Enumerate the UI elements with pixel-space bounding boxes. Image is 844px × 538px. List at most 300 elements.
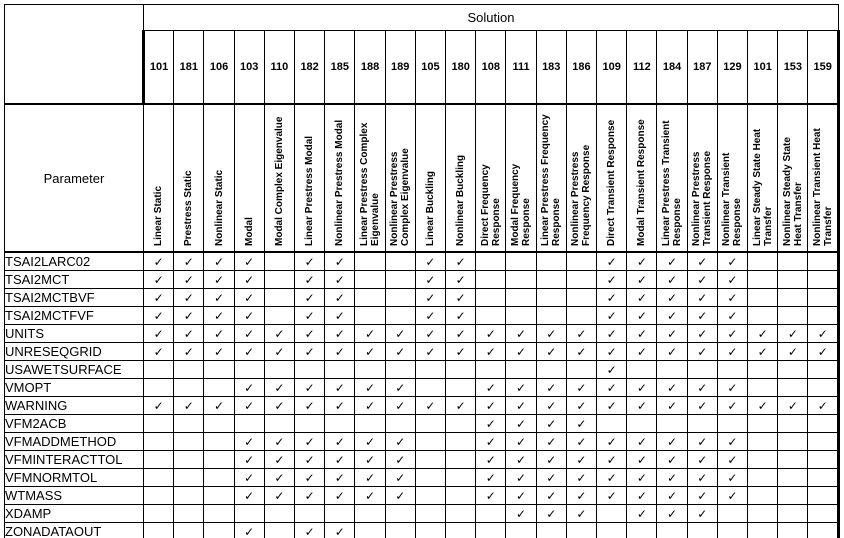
empty-cell bbox=[748, 505, 778, 523]
check-cell bbox=[657, 325, 687, 343]
empty-cell bbox=[415, 415, 445, 433]
empty-cell bbox=[808, 379, 839, 397]
checkmark-icon: ✓ bbox=[395, 488, 406, 503]
checkmark-icon: ✓ bbox=[425, 272, 436, 287]
empty-cell bbox=[204, 379, 234, 397]
empty-cell bbox=[204, 433, 234, 451]
empty-cell bbox=[144, 487, 174, 505]
check-cell bbox=[295, 523, 325, 538]
check-cell bbox=[446, 289, 476, 307]
empty-cell bbox=[295, 415, 325, 433]
checkmark-icon: ✓ bbox=[304, 452, 315, 467]
check-cell bbox=[627, 252, 657, 271]
checkmark-icon: ✓ bbox=[425, 290, 436, 305]
checkmark-icon: ✓ bbox=[395, 398, 406, 413]
empty-cell bbox=[657, 361, 687, 379]
checkmark-icon: ✓ bbox=[636, 254, 647, 269]
solution-column-header bbox=[717, 104, 747, 252]
checkmark-icon: ✓ bbox=[576, 326, 587, 341]
empty-cell bbox=[566, 271, 596, 289]
checkmark-icon: ✓ bbox=[636, 344, 647, 359]
empty-cell bbox=[204, 505, 234, 523]
check-cell bbox=[597, 289, 627, 307]
empty-cell bbox=[778, 505, 808, 523]
checkmark-icon: ✓ bbox=[183, 290, 194, 305]
checkmark-icon: ✓ bbox=[727, 452, 738, 467]
empty-cell bbox=[657, 415, 687, 433]
check-cell bbox=[415, 343, 445, 361]
check-cell bbox=[174, 397, 204, 415]
empty-cell bbox=[355, 361, 385, 379]
check-cell bbox=[687, 397, 717, 415]
check-cell bbox=[717, 307, 747, 325]
check-cell bbox=[687, 343, 717, 361]
checkmark-icon: ✓ bbox=[636, 380, 647, 395]
checkmark-icon: ✓ bbox=[274, 344, 285, 359]
checkmark-icon: ✓ bbox=[274, 398, 285, 413]
check-cell bbox=[597, 325, 627, 343]
check-cell bbox=[295, 451, 325, 469]
check-cell bbox=[295, 397, 325, 415]
solution-column-header bbox=[204, 104, 234, 252]
solution-code: 129 bbox=[717, 31, 747, 105]
check-cell bbox=[506, 325, 536, 343]
check-cell bbox=[717, 451, 747, 469]
checkmark-icon: ✓ bbox=[757, 326, 768, 341]
table-row bbox=[5, 271, 839, 289]
empty-cell bbox=[597, 505, 627, 523]
solution-column-label: Linear Prestress Modal bbox=[304, 135, 316, 246]
check-cell bbox=[717, 252, 747, 271]
checkmark-icon: ✓ bbox=[546, 452, 557, 467]
checkmark-icon: ✓ bbox=[667, 488, 678, 503]
check-cell bbox=[204, 325, 234, 343]
checkmark-icon: ✓ bbox=[304, 398, 315, 413]
checkmark-icon: ✓ bbox=[516, 488, 527, 503]
empty-cell bbox=[234, 415, 264, 433]
empty-cell bbox=[204, 469, 234, 487]
check-cell bbox=[325, 379, 355, 397]
checkmark-icon: ✓ bbox=[395, 380, 406, 395]
check-cell bbox=[476, 451, 506, 469]
check-cell bbox=[506, 487, 536, 505]
parameter-name: VFMNORMTOL bbox=[5, 469, 144, 487]
check-cell bbox=[355, 469, 385, 487]
checkmark-icon: ✓ bbox=[697, 290, 708, 305]
empty-cell bbox=[264, 289, 294, 307]
empty-cell bbox=[748, 487, 778, 505]
empty-cell bbox=[476, 289, 506, 307]
empty-cell bbox=[536, 252, 566, 271]
check-cell bbox=[506, 343, 536, 361]
check-cell bbox=[687, 451, 717, 469]
checkmark-icon: ✓ bbox=[153, 398, 164, 413]
check-cell bbox=[566, 379, 596, 397]
check-cell bbox=[627, 397, 657, 415]
empty-cell bbox=[476, 271, 506, 289]
check-cell bbox=[506, 451, 536, 469]
solution-header: Solution bbox=[144, 5, 839, 31]
check-cell bbox=[687, 433, 717, 451]
checkmark-icon: ✓ bbox=[606, 290, 617, 305]
checkmark-icon: ✓ bbox=[395, 470, 406, 485]
check-cell bbox=[476, 469, 506, 487]
checkmark-icon: ✓ bbox=[667, 452, 678, 467]
empty-cell bbox=[295, 505, 325, 523]
parameter-solution-table bbox=[4, 4, 840, 538]
check-cell bbox=[687, 289, 717, 307]
checkmark-icon: ✓ bbox=[364, 470, 376, 485]
check-cell bbox=[234, 523, 264, 538]
checkmark-icon: ✓ bbox=[425, 254, 436, 269]
empty-cell bbox=[174, 379, 204, 397]
checkmark-icon: ✓ bbox=[395, 452, 406, 467]
solution-code: 153 bbox=[778, 31, 808, 105]
parameter-name: VFMADDMETHOD bbox=[5, 433, 144, 451]
checkmark-icon: ✓ bbox=[727, 434, 738, 449]
solution-column-label: Nonlinear Prestress Modal bbox=[334, 119, 346, 246]
checkmark-icon: ✓ bbox=[274, 434, 285, 449]
check-cell bbox=[687, 307, 717, 325]
solution-column-label: Linear Prestress Complex Eigenvalue bbox=[359, 122, 382, 246]
check-cell bbox=[687, 487, 717, 505]
solution-column-label: Nonlinear Prestress Frequency Response bbox=[570, 144, 593, 246]
empty-cell bbox=[566, 361, 596, 379]
empty-cell bbox=[415, 451, 445, 469]
checkmark-icon: ✓ bbox=[455, 254, 466, 269]
check-cell bbox=[446, 252, 476, 271]
check-cell bbox=[657, 307, 687, 325]
check-cell bbox=[325, 451, 355, 469]
checkmark-icon: ✓ bbox=[727, 344, 738, 359]
check-cell bbox=[264, 451, 294, 469]
parameter-header: Parameter bbox=[5, 104, 144, 252]
empty-cell bbox=[174, 415, 204, 433]
check-cell bbox=[174, 252, 204, 271]
check-cell bbox=[566, 325, 596, 343]
empty-cell bbox=[264, 415, 294, 433]
checkmark-icon: ✓ bbox=[213, 326, 225, 341]
check-cell bbox=[446, 307, 476, 325]
checkmark-icon: ✓ bbox=[364, 398, 376, 413]
checkmark-icon: ✓ bbox=[667, 434, 678, 449]
checkmark-icon: ✓ bbox=[485, 326, 496, 341]
check-cell bbox=[325, 487, 355, 505]
empty-cell bbox=[264, 505, 294, 523]
check-cell bbox=[717, 433, 747, 451]
solution-column-header bbox=[325, 104, 355, 252]
check-cell bbox=[295, 379, 325, 397]
empty-cell bbox=[566, 523, 596, 538]
check-cell bbox=[597, 252, 627, 271]
checkmark-icon: ✓ bbox=[334, 524, 345, 538]
checkmark-icon: ✓ bbox=[546, 344, 557, 359]
check-cell bbox=[144, 325, 174, 343]
empty-cell bbox=[506, 361, 536, 379]
empty-cell bbox=[446, 469, 476, 487]
empty-cell bbox=[446, 415, 476, 433]
empty-cell bbox=[778, 361, 808, 379]
checkmark-icon: ✓ bbox=[606, 326, 617, 341]
check-cell bbox=[627, 451, 657, 469]
check-cell bbox=[264, 487, 294, 505]
check-cell bbox=[657, 433, 687, 451]
checkmark-icon: ✓ bbox=[636, 398, 647, 413]
solution-column-label: Direct Transient Response bbox=[606, 119, 618, 246]
checkmark-icon: ✓ bbox=[334, 398, 345, 413]
checkmark-icon: ✓ bbox=[304, 344, 315, 359]
check-cell bbox=[476, 325, 506, 343]
check-cell bbox=[325, 433, 355, 451]
check-cell bbox=[687, 325, 717, 343]
check-cell bbox=[657, 397, 687, 415]
check-cell bbox=[717, 469, 747, 487]
checkmark-icon: ✓ bbox=[817, 398, 828, 413]
check-cell bbox=[627, 325, 657, 343]
empty-cell bbox=[385, 307, 415, 325]
check-cell bbox=[536, 451, 566, 469]
empty-cell bbox=[264, 271, 294, 289]
checkmark-icon: ✓ bbox=[153, 344, 164, 359]
checkmark-icon: ✓ bbox=[727, 398, 738, 413]
empty-cell bbox=[446, 523, 476, 538]
checkmark-icon: ✓ bbox=[455, 326, 466, 341]
empty-cell bbox=[748, 433, 778, 451]
empty-cell bbox=[446, 361, 476, 379]
solution-column-header bbox=[295, 104, 325, 252]
check-cell bbox=[204, 252, 234, 271]
check-cell bbox=[566, 451, 596, 469]
empty-cell bbox=[808, 487, 839, 505]
empty-cell bbox=[355, 289, 385, 307]
check-cell bbox=[325, 289, 355, 307]
empty-cell bbox=[808, 469, 839, 487]
check-cell bbox=[506, 379, 536, 397]
parameter-name: VMOPT bbox=[5, 379, 144, 397]
check-cell bbox=[144, 289, 174, 307]
empty-cell bbox=[144, 433, 174, 451]
parameter-name: WTMASS bbox=[5, 487, 144, 505]
checkmark-icon: ✓ bbox=[636, 470, 647, 485]
empty-cell bbox=[415, 469, 445, 487]
checkmark-icon: ✓ bbox=[425, 308, 436, 323]
solution-column-header bbox=[687, 104, 717, 252]
checkmark-icon: ✓ bbox=[516, 452, 527, 467]
parameter-name: TSAI2LARC02 bbox=[5, 252, 144, 271]
check-cell bbox=[536, 415, 566, 433]
check-cell bbox=[144, 343, 174, 361]
checkmark-icon: ✓ bbox=[636, 506, 647, 521]
checkmark-icon: ✓ bbox=[606, 254, 617, 269]
checkmark-icon: ✓ bbox=[697, 398, 708, 413]
solution-column-label: Nonlinear Prestress Transient Response bbox=[691, 150, 714, 246]
checkmark-icon: ✓ bbox=[485, 434, 496, 449]
checkmark-icon: ✓ bbox=[667, 506, 678, 521]
checkmark-icon: ✓ bbox=[787, 344, 798, 359]
empty-cell bbox=[415, 487, 445, 505]
checkmark-icon: ✓ bbox=[244, 272, 255, 287]
check-cell bbox=[325, 325, 355, 343]
empty-cell bbox=[506, 289, 536, 307]
check-cell bbox=[355, 379, 385, 397]
checkmark-icon: ✓ bbox=[727, 470, 738, 485]
empty-cell bbox=[748, 469, 778, 487]
checkmark-icon: ✓ bbox=[395, 434, 406, 449]
empty-cell bbox=[506, 271, 536, 289]
empty-cell bbox=[174, 361, 204, 379]
checkmark-icon: ✓ bbox=[274, 326, 285, 341]
checkmark-icon: ✓ bbox=[606, 470, 617, 485]
solution-code: 103 bbox=[234, 31, 264, 105]
empty-cell bbox=[476, 307, 506, 325]
checkmark-icon: ✓ bbox=[244, 290, 255, 305]
checkmark-icon: ✓ bbox=[606, 398, 617, 413]
empty-cell bbox=[687, 523, 717, 538]
table-row bbox=[5, 325, 839, 343]
empty-cell bbox=[446, 433, 476, 451]
solution-code: 106 bbox=[204, 31, 234, 105]
checkmark-icon: ✓ bbox=[395, 326, 406, 341]
empty-cell bbox=[808, 523, 839, 538]
solution-column-label: Nonlinear Prestress Complex Eigenvalue bbox=[389, 148, 412, 246]
check-cell bbox=[717, 289, 747, 307]
empty-cell bbox=[385, 523, 415, 538]
empty-cell bbox=[748, 289, 778, 307]
check-cell bbox=[234, 379, 264, 397]
empty-cell bbox=[778, 451, 808, 469]
solution-column-label: Linear Prestress Transient Response bbox=[661, 120, 684, 246]
empty-cell bbox=[174, 433, 204, 451]
empty-cell bbox=[536, 361, 566, 379]
check-cell bbox=[778, 397, 808, 415]
check-cell bbox=[355, 487, 385, 505]
empty-cell bbox=[778, 271, 808, 289]
empty-cell bbox=[325, 505, 355, 523]
check-cell bbox=[657, 451, 687, 469]
check-cell bbox=[415, 397, 445, 415]
check-cell bbox=[174, 289, 204, 307]
checkmark-icon: ✓ bbox=[334, 308, 345, 323]
check-cell bbox=[234, 487, 264, 505]
checkmark-icon: ✓ bbox=[244, 344, 255, 359]
checkmark-icon: ✓ bbox=[485, 470, 496, 485]
checkmark-icon: ✓ bbox=[817, 326, 828, 341]
empty-cell bbox=[446, 487, 476, 505]
empty-cell bbox=[415, 433, 445, 451]
solution-column-header bbox=[446, 104, 476, 252]
checkmark-icon: ✓ bbox=[606, 362, 617, 377]
checkmark-icon: ✓ bbox=[395, 344, 406, 359]
check-cell bbox=[748, 343, 778, 361]
empty-cell bbox=[748, 379, 778, 397]
checkmark-icon: ✓ bbox=[697, 308, 708, 323]
empty-cell bbox=[295, 361, 325, 379]
table-row bbox=[5, 307, 839, 325]
checkmark-icon: ✓ bbox=[576, 380, 587, 395]
empty-cell bbox=[566, 289, 596, 307]
table-row bbox=[5, 289, 839, 307]
checkmark-icon: ✓ bbox=[516, 380, 527, 395]
check-cell bbox=[717, 325, 747, 343]
empty-cell bbox=[264, 307, 294, 325]
solution-column-label: Nonlinear Buckling bbox=[455, 154, 467, 246]
check-cell bbox=[415, 289, 445, 307]
check-cell bbox=[264, 433, 294, 451]
empty-cell bbox=[144, 523, 174, 538]
checkmark-icon: ✓ bbox=[274, 380, 285, 395]
checkmark-icon: ✓ bbox=[787, 326, 798, 341]
solution-column-header bbox=[264, 104, 294, 252]
solution-column-header bbox=[627, 104, 657, 252]
checkmark-icon: ✓ bbox=[334, 326, 345, 341]
checkmark-icon: ✓ bbox=[667, 290, 678, 305]
parameter-name: UNRESEQGRID bbox=[5, 343, 144, 361]
empty-cell bbox=[717, 505, 747, 523]
empty-cell bbox=[506, 252, 536, 271]
solution-code: 105 bbox=[415, 31, 445, 105]
empty-cell bbox=[687, 415, 717, 433]
empty-cell bbox=[355, 307, 385, 325]
empty-cell bbox=[808, 415, 839, 433]
checkmark-icon: ✓ bbox=[546, 416, 557, 431]
check-cell bbox=[627, 271, 657, 289]
empty-cell bbox=[415, 361, 445, 379]
check-cell bbox=[325, 271, 355, 289]
empty-cell bbox=[808, 307, 839, 325]
checkmark-icon: ✓ bbox=[244, 308, 255, 323]
empty-cell bbox=[536, 271, 566, 289]
checkmark-icon: ✓ bbox=[304, 326, 315, 341]
empty-cell bbox=[566, 307, 596, 325]
checkmark-icon: ✓ bbox=[576, 434, 587, 449]
checkmark-icon: ✓ bbox=[697, 470, 708, 485]
checkmark-icon: ✓ bbox=[334, 452, 345, 467]
check-cell bbox=[446, 343, 476, 361]
solution-code: 183 bbox=[536, 31, 566, 105]
checkmark-icon: ✓ bbox=[576, 488, 587, 503]
solution-column-header bbox=[144, 104, 174, 252]
check-cell bbox=[566, 469, 596, 487]
check-cell bbox=[566, 505, 596, 523]
empty-cell bbox=[748, 271, 778, 289]
checkmark-icon: ✓ bbox=[274, 452, 285, 467]
checkmark-icon: ✓ bbox=[334, 272, 345, 287]
checkmark-icon: ✓ bbox=[425, 398, 436, 413]
checkmark-icon: ✓ bbox=[304, 272, 315, 287]
empty-cell bbox=[174, 523, 204, 538]
check-cell bbox=[234, 271, 264, 289]
empty-cell bbox=[506, 523, 536, 538]
checkmark-icon: ✓ bbox=[334, 290, 345, 305]
check-cell bbox=[536, 343, 566, 361]
empty-cell bbox=[325, 361, 355, 379]
check-cell bbox=[536, 505, 566, 523]
solution-column-header bbox=[174, 104, 204, 252]
check-cell bbox=[295, 307, 325, 325]
check-cell bbox=[717, 343, 747, 361]
empty-cell bbox=[174, 505, 204, 523]
empty-cell bbox=[717, 523, 747, 538]
empty-cell bbox=[476, 505, 506, 523]
solution-names-row bbox=[5, 104, 839, 252]
empty-cell bbox=[144, 361, 174, 379]
solution-column-label: Modal bbox=[243, 217, 255, 246]
checkmark-icon: ✓ bbox=[334, 344, 345, 359]
check-cell bbox=[536, 487, 566, 505]
empty-cell bbox=[174, 451, 204, 469]
checkmark-icon: ✓ bbox=[697, 380, 708, 395]
checkmark-icon: ✓ bbox=[516, 416, 527, 431]
